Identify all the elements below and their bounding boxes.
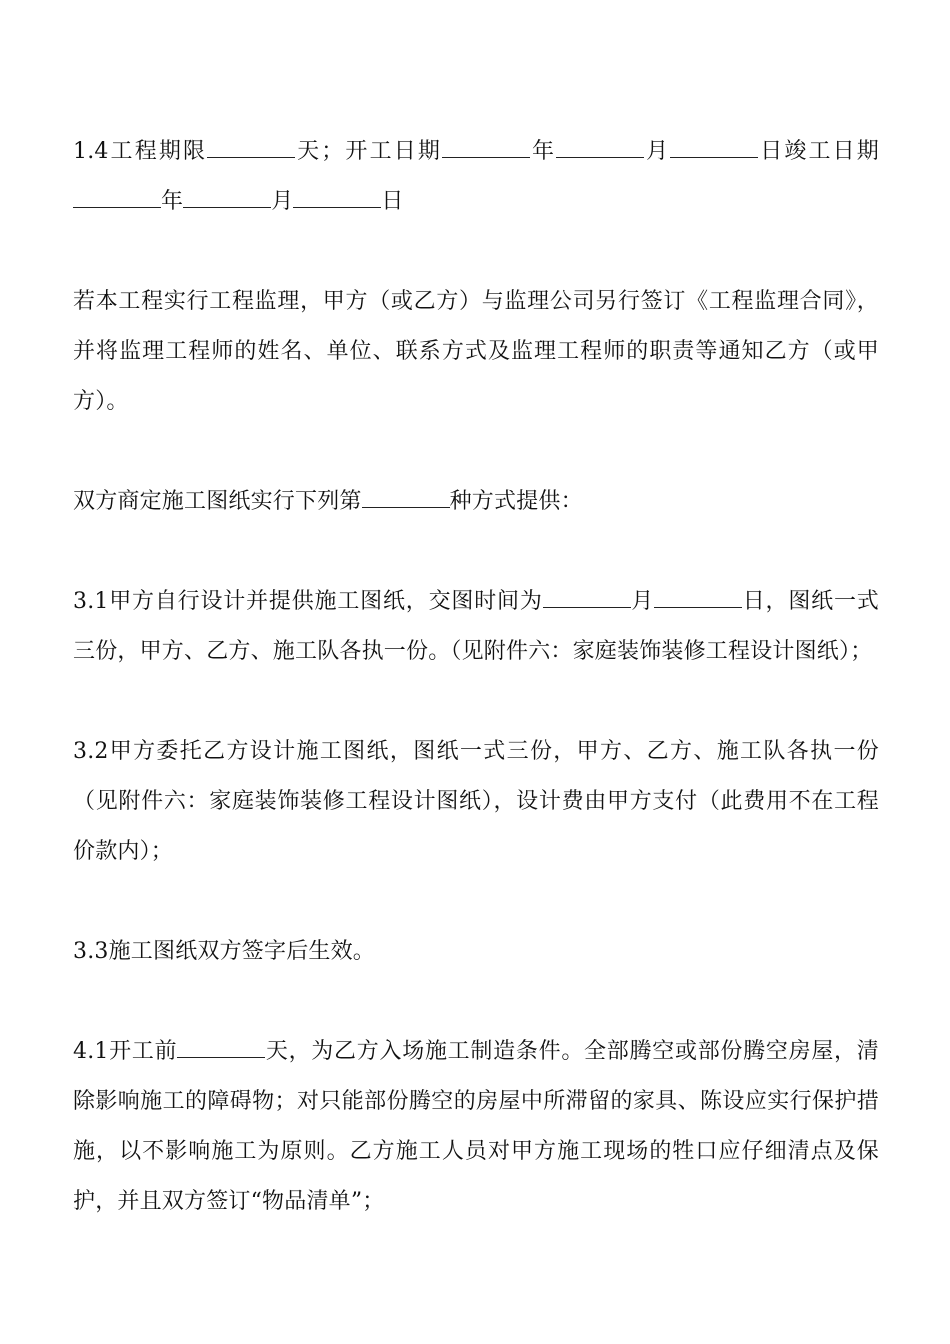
paragraph-4-1	[73, 1027, 879, 1227]
paragraph-1-4-schedule	[73, 127, 879, 227]
text-year: 年	[161, 189, 184, 214]
paragraph-drawing-method	[73, 477, 879, 527]
text-4-1-intro: 4.1开工前	[73, 1039, 178, 1064]
paragraph-supervision: 若本工程实行工程监理，甲方（或乙方）与监理公司另行签订《工程监理合同》，并将监理工程师的姓名、单位、联系方式及监理工程师的职责等通知乙方（或甲方）。	[73, 289, 879, 414]
paragraph-3-2: 3.2甲方委托乙方设计施工图纸，图纸一式三份，甲方、乙方、施工队各执一份（见附件六：家庭装饰装修工程设计图纸），设计费由甲方支付（此费用不在工程价款内）；	[73, 739, 879, 864]
blank-start-month[interactable]	[556, 135, 644, 158]
text-4-1-rest: 天，为乙方入场施工制造条件。全部腾空或部份腾空房屋，清除影响施工的障碍物；对只能部份腾空的房屋中所滞留的家具、陈设应实行保护措施，以不影响施工为原则。乙方施工人员对甲方施工现场的牲口应仔细清点及保护，并且双方签订“物品清单”；	[73, 1039, 879, 1214]
text-day: 日	[381, 189, 404, 214]
blank-method-number[interactable]	[362, 485, 450, 508]
paragraph-3-3: 3.3施工图纸双方签字后生效。	[73, 939, 375, 964]
text-method-provided: 种方式提供：	[449, 489, 583, 514]
text-completion-date: 日竣工日期	[758, 139, 880, 164]
text-3-1-intro: 3.1甲方自行设计并提供施工图纸，交图时间为	[73, 589, 543, 614]
paragraph-3-1	[73, 577, 879, 677]
blank-end-year[interactable]	[73, 185, 161, 208]
blank-start-day[interactable]	[670, 135, 758, 158]
text-month: 月	[630, 589, 655, 614]
blank-days[interactable]	[207, 135, 295, 158]
blank-delivery-day[interactable]	[654, 585, 742, 608]
text-year: 年	[530, 139, 557, 164]
text-project-period: 1.4工程期限	[73, 139, 208, 164]
text-start-date: 天；开工日期	[295, 139, 443, 164]
blank-prep-days[interactable]	[177, 1035, 265, 1058]
blank-end-month[interactable]	[183, 185, 271, 208]
blank-end-day[interactable]	[293, 185, 381, 208]
text-month: 月	[271, 189, 294, 214]
text-month: 月	[644, 139, 671, 164]
document-page	[73, 127, 879, 1227]
blank-start-year[interactable]	[442, 135, 530, 158]
blank-delivery-month[interactable]	[543, 585, 631, 608]
text-3-1-rest: 日，图纸一式三份，甲方、乙方、施工队各执一份。（见附件六：家庭装饰装修工程设计图纸）；	[73, 589, 880, 664]
text-drawing-method: 双方商定施工图纸实行下列第	[73, 489, 362, 514]
